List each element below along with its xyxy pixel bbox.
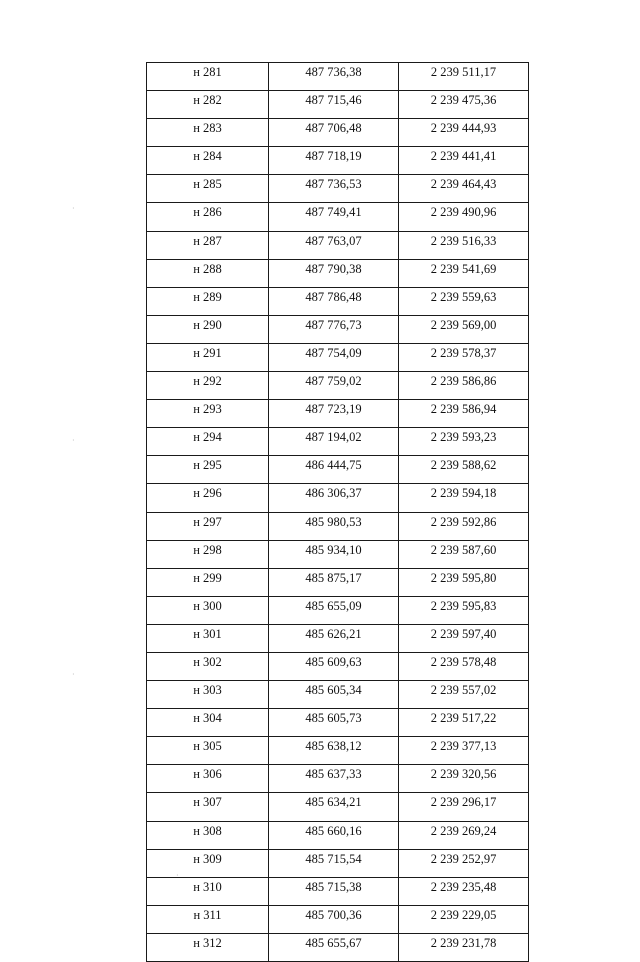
x-coordinate-cell: 485 626,21 [269,624,399,652]
scan-speck: · [72,204,75,213]
table-row [147,849,529,877]
x-coordinate-cell: 487 723,19 [269,400,399,428]
point-id-cell: н 304 [147,709,269,737]
x-coordinate-cell: 487 790,38 [269,259,399,287]
table-row [147,933,529,961]
x-coordinate-cell: 485 980,53 [269,512,399,540]
coordinates-table [146,62,529,962]
x-coordinate-cell: 487 718,19 [269,147,399,175]
x-coordinate-cell: 487 786,48 [269,287,399,315]
point-id-cell: н 286 [147,203,269,231]
point-id-cell: н 292 [147,372,269,400]
point-id-cell: н 299 [147,568,269,596]
table-row [147,765,529,793]
y-coordinate-cell: 2 239 444,93 [399,119,529,147]
coordinates-table-body [147,63,529,962]
table-row [147,91,529,119]
point-id-cell: н 306 [147,765,269,793]
point-id-cell: н 281 [147,63,269,91]
y-coordinate-cell: 2 239 588,62 [399,456,529,484]
table-row [147,905,529,933]
x-coordinate-cell: 485 637,33 [269,765,399,793]
y-coordinate-cell: 2 239 559,63 [399,287,529,315]
y-coordinate-cell: 2 239 586,94 [399,400,529,428]
x-coordinate-cell: 487 763,07 [269,231,399,259]
point-id-cell: н 297 [147,512,269,540]
y-coordinate-cell: 2 239 516,33 [399,231,529,259]
y-coordinate-cell: 2 239 296,17 [399,793,529,821]
point-id-cell: н 290 [147,315,269,343]
table-row [147,793,529,821]
table-row [147,484,529,512]
table-row [147,596,529,624]
x-coordinate-cell: 485 634,21 [269,793,399,821]
point-id-cell: н 311 [147,905,269,933]
point-id-cell: н 302 [147,652,269,680]
y-coordinate-cell: 2 239 377,13 [399,737,529,765]
x-coordinate-cell: 485 715,54 [269,849,399,877]
table-row [147,737,529,765]
point-id-cell: н 305 [147,737,269,765]
point-id-cell: н 312 [147,933,269,961]
table-row [147,456,529,484]
y-coordinate-cell: 2 239 557,02 [399,681,529,709]
point-id-cell: н 282 [147,91,269,119]
table-row [147,428,529,456]
table-row [147,63,529,91]
y-coordinate-cell: 2 239 569,00 [399,315,529,343]
point-id-cell: н 303 [147,681,269,709]
point-id-cell: н 298 [147,540,269,568]
scan-speck: · [72,436,75,445]
point-id-cell: н 296 [147,484,269,512]
x-coordinate-cell: 485 655,67 [269,933,399,961]
y-coordinate-cell: 2 239 592,86 [399,512,529,540]
x-coordinate-cell: 487 759,02 [269,372,399,400]
point-id-cell: н 301 [147,624,269,652]
y-coordinate-cell: 2 239 586,86 [399,372,529,400]
x-coordinate-cell: 485 609,63 [269,652,399,680]
point-id-cell: н 289 [147,287,269,315]
x-coordinate-cell: 485 715,38 [269,877,399,905]
x-coordinate-cell: 487 706,48 [269,119,399,147]
x-coordinate-cell: 485 934,10 [269,540,399,568]
table-row [147,119,529,147]
table-row [147,821,529,849]
table-row [147,343,529,371]
y-coordinate-cell: 2 239 578,37 [399,343,529,371]
x-coordinate-cell: 485 875,17 [269,568,399,596]
y-coordinate-cell: 2 239 595,80 [399,568,529,596]
x-coordinate-cell: 485 660,16 [269,821,399,849]
point-id-cell: н 300 [147,596,269,624]
y-coordinate-cell: 2 239 320,56 [399,765,529,793]
table-row [147,540,529,568]
x-coordinate-cell: 485 605,34 [269,681,399,709]
y-coordinate-cell: 2 239 578,48 [399,652,529,680]
x-coordinate-cell: 487 749,41 [269,203,399,231]
x-coordinate-cell: 485 605,73 [269,709,399,737]
scan-speck: · [176,871,179,880]
y-coordinate-cell: 2 239 231,78 [399,933,529,961]
x-coordinate-cell: 487 715,46 [269,91,399,119]
x-coordinate-cell: 486 444,75 [269,456,399,484]
y-coordinate-cell: 2 239 464,43 [399,175,529,203]
point-id-cell: н 283 [147,119,269,147]
point-id-cell: н 310 [147,877,269,905]
point-id-cell: н 288 [147,259,269,287]
table-row [147,287,529,315]
table-row [147,372,529,400]
point-id-cell: н 308 [147,821,269,849]
point-id-cell: н 307 [147,793,269,821]
table-row [147,203,529,231]
scan-speck: · [72,670,75,679]
y-coordinate-cell: 2 239 587,60 [399,540,529,568]
y-coordinate-cell: 2 239 594,18 [399,484,529,512]
table-row [147,681,529,709]
y-coordinate-cell: 2 239 490,96 [399,203,529,231]
point-id-cell: н 309 [147,849,269,877]
point-id-cell: н 291 [147,343,269,371]
table-row [147,512,529,540]
table-row [147,624,529,652]
x-coordinate-cell: 487 776,73 [269,315,399,343]
table-row [147,877,529,905]
x-coordinate-cell: 485 655,09 [269,596,399,624]
x-coordinate-cell: 487 736,38 [269,63,399,91]
point-id-cell: н 295 [147,456,269,484]
table-row [147,709,529,737]
table-row [147,147,529,175]
y-coordinate-cell: 2 239 593,23 [399,428,529,456]
y-coordinate-cell: 2 239 235,48 [399,877,529,905]
x-coordinate-cell: 487 736,53 [269,175,399,203]
point-id-cell: н 285 [147,175,269,203]
table-row [147,568,529,596]
y-coordinate-cell: 2 239 511,17 [399,63,529,91]
y-coordinate-cell: 2 239 229,05 [399,905,529,933]
point-id-cell: н 287 [147,231,269,259]
x-coordinate-cell: 487 754,09 [269,343,399,371]
table-row [147,315,529,343]
y-coordinate-cell: 2 239 441,41 [399,147,529,175]
x-coordinate-cell: 486 306,37 [269,484,399,512]
table-row [147,231,529,259]
y-coordinate-cell: 2 239 597,40 [399,624,529,652]
y-coordinate-cell: 2 239 595,83 [399,596,529,624]
x-coordinate-cell: 487 194,02 [269,428,399,456]
point-id-cell: н 293 [147,400,269,428]
point-id-cell: н 294 [147,428,269,456]
table-row [147,259,529,287]
point-id-cell: н 284 [147,147,269,175]
table-row [147,175,529,203]
y-coordinate-cell: 2 239 475,36 [399,91,529,119]
table-row [147,400,529,428]
y-coordinate-cell: 2 239 517,22 [399,709,529,737]
y-coordinate-cell: 2 239 541,69 [399,259,529,287]
y-coordinate-cell: 2 239 252,97 [399,849,529,877]
x-coordinate-cell: 485 638,12 [269,737,399,765]
table-row [147,652,529,680]
y-coordinate-cell: 2 239 269,24 [399,821,529,849]
x-coordinate-cell: 485 700,36 [269,905,399,933]
